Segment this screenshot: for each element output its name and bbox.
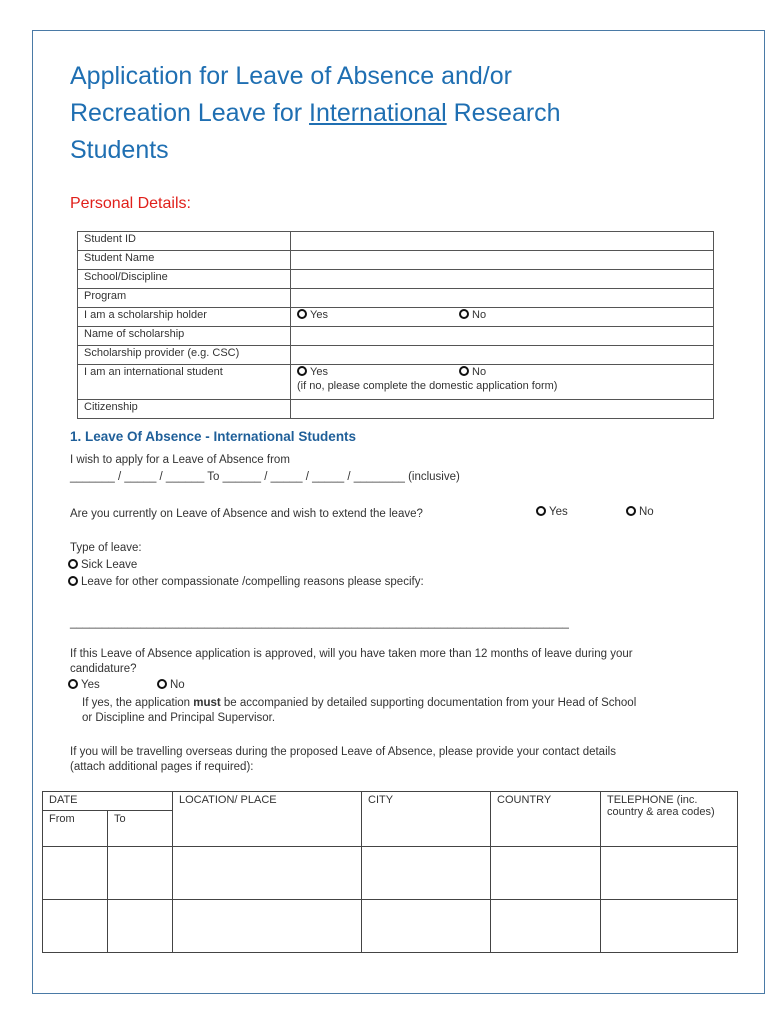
cell-location[interactable] [173,900,362,953]
label-school: School/Discipline [78,270,291,289]
label-student-name: Student Name [78,251,291,270]
note-end: be accompanied by detailed supporting documentation from your Head of School [220,697,637,709]
scholarship-no-option[interactable] [459,309,486,321]
header-to: To [108,811,173,847]
domestic-note: (if no, please complete the domestic application form) [297,380,558,392]
extend-question: Are you currently on Leave of Absence and wish to extend the leave? [70,508,423,520]
field-program[interactable] [291,289,714,308]
sick-leave-label: Sick Leave [81,559,138,571]
field-citizenship[interactable] [291,400,714,419]
cell-city[interactable] [362,900,491,953]
radio-icon[interactable] [68,679,78,689]
radio-icon[interactable] [626,506,636,516]
extend-no-option[interactable] [626,505,654,520]
twelve-no-option[interactable] [157,678,185,693]
documentation-note [82,696,722,726]
header-date: DATE [43,792,173,811]
field-student-name[interactable] [291,251,714,270]
cell-from[interactable] [43,900,108,953]
other-leave-option[interactable] [68,575,424,590]
label-international: I am an international student [78,365,291,400]
field-student-id[interactable] [291,232,714,251]
field-international [291,365,714,400]
header-telephone: TELEPHONE (inc. country & area codes) [601,792,738,847]
form-title [70,58,690,169]
travel-line-1: If you will be travelling overseas during the proposed Leave of Absence, please provide your contact details [70,746,616,758]
field-scholarship-holder [291,308,714,327]
cell-to[interactable] [108,900,173,953]
cell-from[interactable] [43,847,108,900]
cell-to[interactable] [108,847,173,900]
radio-icon[interactable] [68,559,78,569]
label-scholarship-provider: Scholarship provider (e.g. CSC) [78,346,291,365]
personal-details-heading: Personal Details: [70,195,191,212]
title-line-2 [70,95,690,132]
yes-label: Yes [549,506,568,518]
date-range-line[interactable]: _______ / _____ / ______ To ______ / _____ / _____ / ________ (inclusive) [70,471,460,483]
yes-label: Yes [310,309,328,321]
label-student-id: Student ID [78,232,291,251]
field-school[interactable] [291,270,714,289]
header-country: COUNTRY [491,792,601,847]
note-line-2: or Discipline and Principal Supervisor. [82,712,276,724]
cell-location[interactable] [173,847,362,900]
travel-details-table [42,791,738,953]
radio-icon[interactable] [536,506,546,516]
title-international: International [309,99,447,127]
radio-icon[interactable] [297,366,307,376]
yes-label: Yes [81,679,100,691]
no-label: No [472,309,487,321]
specify-reason-line[interactable]: ______________________________________________________________________________ [70,617,569,629]
header-from: From [43,811,108,847]
personal-details-table [77,231,714,419]
cell-telephone[interactable] [601,900,738,953]
radio-icon[interactable] [297,309,307,319]
question-line-1: If this Leave of Absence application is approved, will you have taken more than 12 months of leave during your [70,648,633,660]
label-scholarship-name: Name of scholarship [78,327,291,346]
twelve-months-question [70,647,730,677]
twelve-yes-option[interactable] [68,678,100,693]
radio-icon[interactable] [459,309,469,319]
radio-icon[interactable] [157,679,167,689]
cell-country[interactable] [491,900,601,953]
title-line-1: Application for Leave of Absence and/or [70,62,512,90]
scholarship-yes-option[interactable] [297,309,459,321]
travel-instructions [70,745,730,775]
leave-of-absence-heading: 1. Leave Of Absence - International Students [70,429,357,444]
no-label: No [472,366,487,378]
other-leave-label: Leave for other compassionate /compelling reasons please specify: [81,576,424,588]
extend-yes-option[interactable] [536,505,568,520]
field-scholarship-name[interactable] [291,327,714,346]
label-citizenship: Citizenship [78,400,291,419]
table-row [43,847,738,900]
header-location: LOCATION/ PLACE [173,792,362,847]
cell-telephone[interactable] [601,847,738,900]
type-of-leave-label: Type of leave: [70,542,142,554]
cell-city[interactable] [362,847,491,900]
label-scholarship-holder: I am a scholarship holder [78,308,291,327]
question-line-2: candidature? [70,663,137,675]
no-label: No [170,679,185,691]
label-program: Program [78,289,291,308]
title-line-3: Students [70,136,169,164]
title-line-2-end: Research [446,99,561,127]
no-label: No [639,506,654,518]
field-scholarship-provider[interactable] [291,346,714,365]
yes-label: Yes [310,366,328,378]
header-city: CITY [362,792,491,847]
table-row [43,900,738,953]
radio-icon[interactable] [68,576,78,586]
note-start: If yes, the application [82,697,194,709]
radio-icon[interactable] [459,366,469,376]
international-no-option[interactable] [459,366,486,378]
cell-country[interactable] [491,847,601,900]
international-yes-option[interactable] [297,366,459,378]
apply-line: I wish to apply for a Leave of Absence from [70,454,290,466]
title-line-2-start: Recreation Leave for [70,99,310,127]
travel-line-2: (attach additional pages if required): [70,761,254,773]
sick-leave-option[interactable] [68,558,137,573]
note-must: must [193,697,221,709]
note-line-1 [82,696,722,711]
